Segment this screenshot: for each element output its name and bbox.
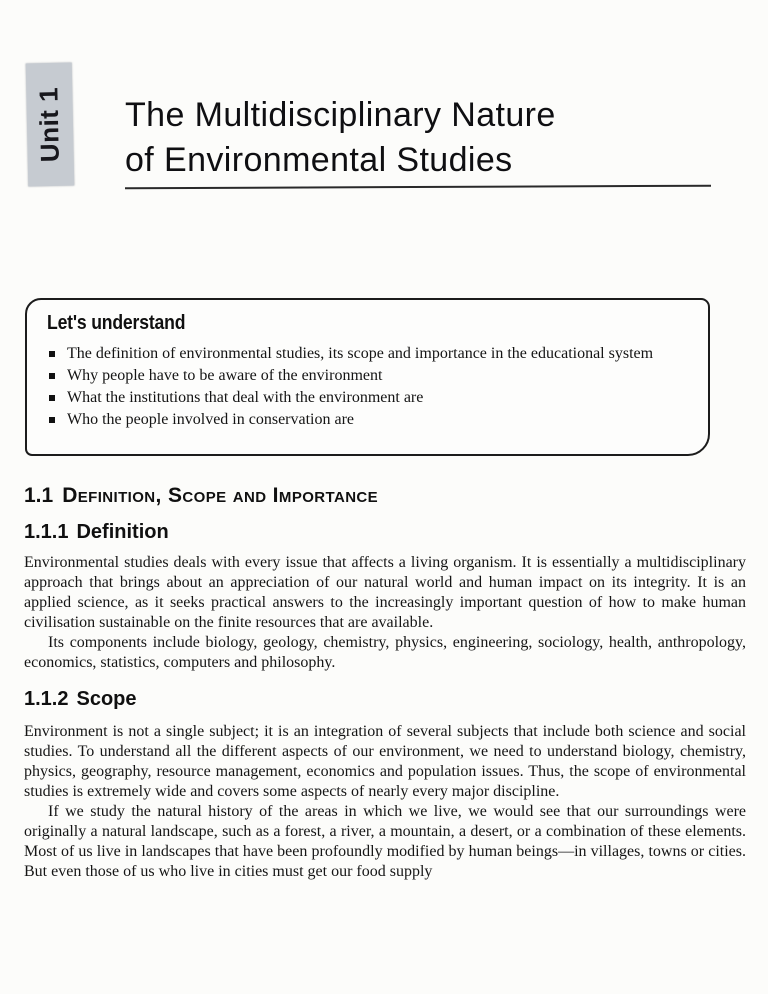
bullet-square-icon xyxy=(49,373,55,379)
subsection-number: 1.1.2 xyxy=(24,688,69,710)
subsection-heading-1-1-2 xyxy=(24,688,746,711)
bullet-square-icon xyxy=(49,395,55,401)
lets-understand-box xyxy=(25,298,710,456)
chapter-title xyxy=(125,93,556,183)
list-item-text: Why people have to be aware of the environment xyxy=(67,367,383,384)
unit-badge-label: Unit 1 xyxy=(33,86,66,163)
chapter-title-line2: of Environmental Studies xyxy=(125,141,513,179)
list-item-text: What the institutions that deal with the environment are xyxy=(67,389,424,406)
list-item xyxy=(47,410,690,430)
list-item-text: The definition of environmental studies, its scope and importance in the educational system xyxy=(67,345,654,362)
subsection-title: Definition xyxy=(76,521,169,543)
subsection-title: Scope xyxy=(76,688,137,710)
list-item xyxy=(47,366,690,386)
unit-badge xyxy=(26,63,75,187)
lets-understand-heading: Let's understand xyxy=(47,312,186,334)
subsection-heading-1-1-1 xyxy=(24,521,746,544)
title-underline-rule xyxy=(125,185,711,190)
definition-paragraph-2: Its components include biology, geology, chemistry, physics, engineering, sociology, health, anthropology, economics, statistics, computers and philosophy. xyxy=(24,634,746,671)
bullet-square-icon xyxy=(49,417,55,423)
section-number: 1.1 xyxy=(24,484,54,507)
subsection-number: 1.1.1 xyxy=(24,521,69,543)
definition-paragraph-1: Environmental studies deals with every issue that affects a living organism. It is essentially a multidisciplinary approach that brings about an appreciation of our natural world and human impact on its integrity. It is an applied science, as it seeks practical answers to the increasingly important question of how to make human civilisation sustainable on the finite resources that are available. xyxy=(24,554,746,631)
lets-understand-list xyxy=(47,344,690,430)
section-heading-1-1 xyxy=(24,484,746,508)
chapter-title-line1: The Multidisciplinary Nature xyxy=(125,96,556,134)
list-item xyxy=(47,388,690,408)
list-item-text: Who the people involved in conservation are xyxy=(67,411,355,428)
list-item xyxy=(47,344,690,364)
section-title: Definition, Scope and Importance xyxy=(62,484,379,507)
bullet-square-icon xyxy=(49,351,55,357)
scope-paragraph-1: Environment is not a single subject; it is an integration of several subjects that include both science and social studies. To understand all the different aspects of our environment, we need to understand biology, chemistry, physics, geography, resource management, economics and population issues. Thus, the scope of environmental studies is extremely wide and covers some aspects of nearly every major discipline. xyxy=(24,723,746,800)
scope-paragraph-2: If we study the natural history of the areas in which we live, we would see that our surroundings were originally a natural landscape, such as a forest, a river, a mountain, a desert, or a combination of these elements. Most of us live in landscapes that have been profoundly modified by human beings—in villages, towns or cities. But even those of us who live in cities must get our food supply xyxy=(24,803,746,880)
main-content xyxy=(24,484,746,882)
